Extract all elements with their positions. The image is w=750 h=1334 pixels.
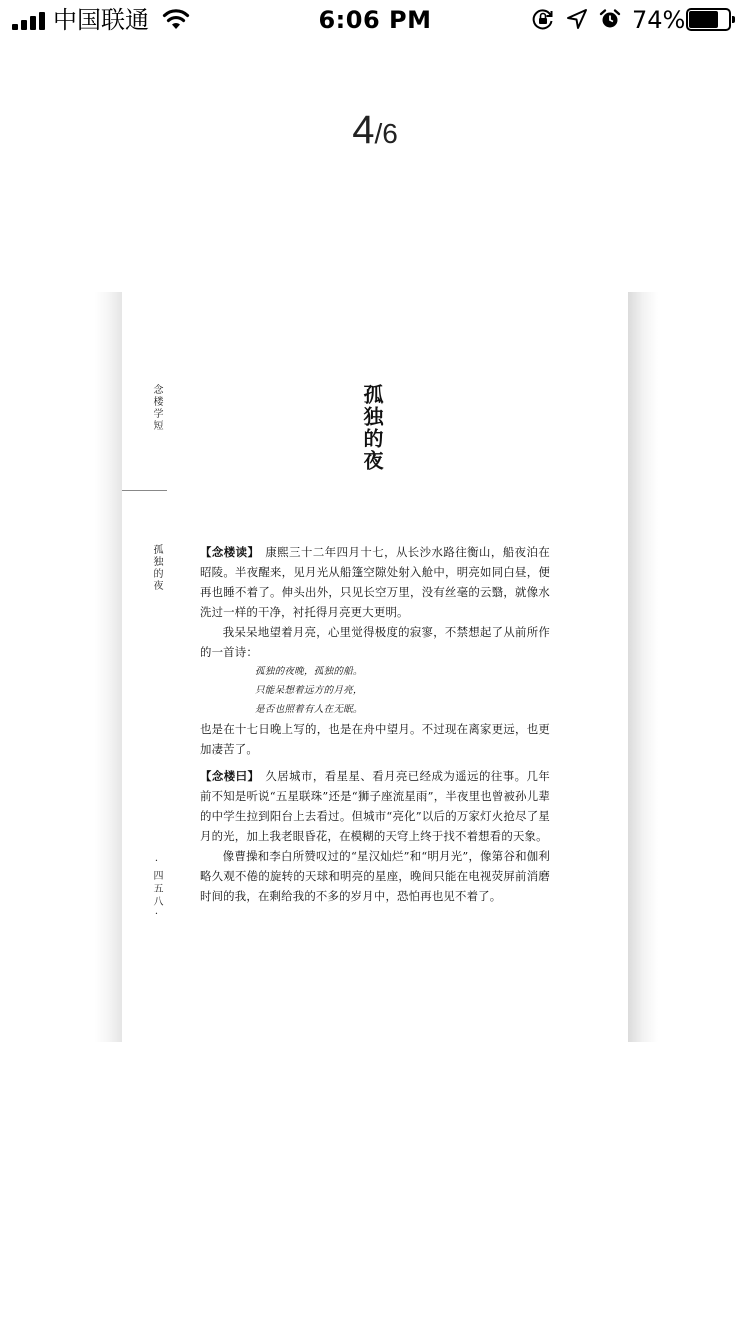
location-icon — [566, 8, 588, 30]
paragraph: 像曹操和李白所赞叹过的“星汉灿烂”和“明月光”，像第谷和伽利略久观不倦的旋转的天球和明亮的星座，晚间只能在电视荧屏前消磨时间的我，在剩给我的不多的岁月中，恐怕再也见不着了。 — [200, 849, 550, 903]
page-shadow-right — [628, 292, 658, 1042]
page-number: ·四五八· — [151, 856, 162, 923]
carrier-name: 中国联通 — [53, 6, 149, 34]
poem-line: 孤独的夜晚，孤独的船。 — [255, 666, 363, 677]
page-separator: / — [374, 118, 383, 149]
page-counter — [0, 108, 750, 153]
paragraph-text: 康熙三十二年四月十七，从长沙水路往衡山，船夜泊在昭陵。半夜醒来，见月光从船篷空隙处射入舱中，明亮如同白昼，便再也睡不着了。伸头出外，只见长空万里，没有丝毫的云翳，就像水洗过一样的干净，衬托得月亮更大更明。 — [200, 545, 550, 619]
paragraph — [200, 766, 550, 846]
paragraph: 也是在十七日晚上写的，也是在舟中望月。不过现在离家更远，也更加凄苦了。 — [200, 722, 550, 756]
series-title: 念楼学短 — [151, 384, 162, 432]
section-tag: 【念楼曰】 — [200, 769, 260, 783]
chapter-title: 孤独的夜 — [360, 384, 384, 472]
poem-line: 是否也照着有人在无眠。 — [255, 704, 363, 715]
poem — [200, 662, 550, 719]
paragraph — [200, 542, 550, 622]
section-read — [200, 542, 550, 759]
section-tag: 【念楼读】 — [200, 545, 260, 559]
page-shadow-left — [94, 292, 122, 1042]
side-chapter-title: 孤独的夜 — [151, 544, 162, 592]
status-time: 6:06 PM — [318, 6, 432, 34]
document-page[interactable] — [122, 292, 628, 1042]
paragraph-text: 久居城市，看星星、看月亮已经成为遥远的往事。几年前不知是听说“五星联珠”还是“狮子座流星雨”，半夜里也曾被孙儿辈的中学生拉到阳台上去看过。但城市“亮化”以后的万家灯火抢尽了星月的光，加上我老眼昏花，在模糊的天穹上终于找不着想看的天象。 — [200, 769, 550, 843]
poem-line: 只能呆想着远方的月亮， — [255, 685, 363, 696]
battery-icon — [686, 8, 736, 31]
total-pages: 6 — [382, 118, 398, 149]
alarm-icon — [599, 8, 621, 30]
battery-percent: 74% — [632, 6, 686, 34]
paragraph: 我呆呆地望着月亮，心里觉得极度的寂寥，不禁想起了从前所作的一首诗： — [200, 625, 550, 659]
rotation-lock-icon — [532, 8, 554, 30]
side-divider — [122, 490, 167, 491]
status-bar — [0, 0, 750, 40]
current-page: 4 — [352, 108, 375, 152]
section-comment — [200, 766, 550, 906]
